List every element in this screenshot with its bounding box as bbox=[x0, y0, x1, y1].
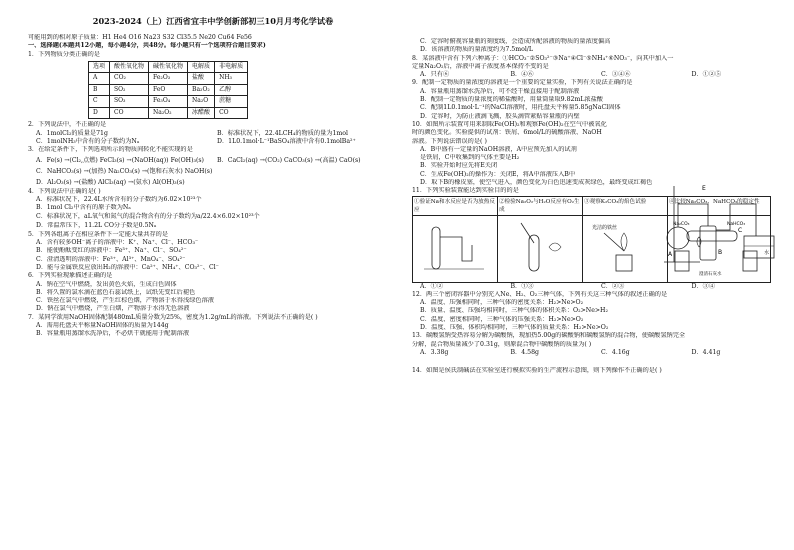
option-d: D．常温常压下，11.2L CO分子数是0.5Nₐ bbox=[36, 222, 157, 230]
exp2-figure bbox=[498, 216, 583, 282]
tube-with-splint-diagram bbox=[499, 217, 579, 277]
bottle-b-label: B bbox=[718, 249, 723, 256]
option-d: D．钠在氯气中燃烧，产生白烟，产物溶于水得无色溶液 bbox=[36, 305, 190, 313]
table-row bbox=[89, 84, 248, 96]
q8-stem: 8．某溶液中含有下列六种离子：①HCO₃⁻②SO₃²⁻③Na⁺④Cl⁻⑤NH₄⁺⑥NO₃⁻，向其中加入一 bbox=[412, 54, 674, 62]
q10-stem-cont: 时的颜色变化。实验提供的试剂：铁屑、6mol/L的硫酸溶液、NaOH bbox=[412, 129, 602, 137]
option-c: C．生成Fe(OH)₂的操作为：关闭E，将A中溶液压入B中 bbox=[420, 170, 576, 178]
limewater-label: 澄清石灰水 bbox=[699, 272, 722, 278]
option-c: C．定容时俯视容量瓶的刻度线，会造成所配溶液的物质的量浓度偏高 bbox=[420, 38, 611, 45]
exp4-caption: ④比较Na₂CO₃、NaHCO₃的稳定性 bbox=[668, 196, 771, 216]
water-label: 水 bbox=[764, 250, 770, 256]
q6-stem: 6．下列实验现象描述正确的是 bbox=[28, 272, 113, 280]
option-a: A．B中盛有一定量的NaOH溶液，A中应预先加入的试剂 bbox=[420, 145, 577, 153]
flask-a-label: A bbox=[668, 251, 673, 258]
clamp-e-label: E bbox=[702, 185, 706, 192]
exp3-figure bbox=[583, 216, 668, 282]
q14-stem: 14．如图是侯氏制碱法在实验室进行模拟实验的生产流程示意图，则下列操作不正确的是( ) bbox=[412, 367, 662, 375]
q7-stem: 7．某同学欲用NaOH固体配制480mL质量分数为25%，密度为1.2g/mL的溶液。下列说法不正确的是( ) bbox=[28, 313, 318, 321]
option-a: A．①② bbox=[420, 282, 444, 290]
q1-stem: 1．下列物质分类正确的是 bbox=[28, 50, 100, 58]
option-b: B．能使酚酞变红的溶液中：Fe³⁺、Na⁺、Cl⁻、SO₄²⁻ bbox=[36, 247, 187, 255]
section-heading: 一、选择题(本题共12小题，每小题4分，共48分。每小题只有一个选项符合题目要求) bbox=[28, 42, 266, 50]
q13-options bbox=[412, 349, 782, 357]
q2-stem: 2．下列说法中，不正确的是 bbox=[28, 121, 107, 129]
table-cell: Fe₃O₄ bbox=[149, 96, 188, 108]
option-a: A．需用托盘天平称量NaOH固体的质量为144g bbox=[36, 322, 169, 330]
table-cell: SO₂ bbox=[110, 84, 149, 96]
table-header: 选项 bbox=[89, 61, 110, 73]
option-c: C．配制1L0.1mol·L⁻¹的NaCl溶液时，用托盘天平称量5.85gNaCl固体 bbox=[420, 104, 621, 112]
option-a: A．只有⑥ bbox=[420, 71, 450, 79]
table-header: 电解质 bbox=[188, 61, 215, 73]
option-d: D．4.41g bbox=[691, 348, 721, 356]
table-cell: 盐酸 bbox=[188, 73, 215, 85]
option-c: C．1molNH₃中含有的分子数约为Nₐ bbox=[36, 137, 140, 145]
option-a-cont: 是铁屑，C中收集到的气体主要是H₂ bbox=[420, 154, 520, 162]
option-b: B．4.58g bbox=[510, 348, 539, 356]
option-c: C．NaHCO₃(s) →(加热) Na₂CO₃(s) →(饱和石灰水) NaOH(s) bbox=[36, 167, 213, 175]
table-header: 酸性氧化物 bbox=[110, 61, 149, 73]
atomic-masses: 可能用到的相对原子质量：H1 He4 O16 Na23 S32 Cl35.5 Ne20 Cu64 Fe56 bbox=[28, 34, 252, 41]
q10-stem: 10．如图所示装置可用来制取Fe(OH)₂和观察Fe(OH)₂在空气中被氧化 bbox=[412, 120, 607, 128]
option-b: B．实验开始时应先将E关闭 bbox=[420, 162, 498, 170]
option-c: C．澄清透明的溶液中：Fe³⁺、Al³⁺、MnO₄⁻、SO₄²⁻ bbox=[36, 255, 186, 263]
q3-options-ab bbox=[28, 155, 398, 166]
exp1-figure bbox=[413, 216, 498, 282]
table-cell: 冰醋酸 bbox=[188, 107, 215, 119]
nahco3-label: NaHCO₃ bbox=[727, 222, 745, 228]
option-d: D．Al₂O₃(s) →(盐酸) AlCl₃(aq) →(氨水) Al(OH)₃(s) bbox=[36, 178, 185, 186]
option-b: B．将久置的氯水滴在蓝色石蕊试纸上，试纸先变红后褪色 bbox=[36, 288, 196, 296]
q3-stem: 3．在给定条件下，下列选项所示的物质间转化不能实现的是 bbox=[28, 146, 193, 154]
table-cell: 蔗糖 bbox=[215, 96, 248, 108]
option-a: A．温度、压强相同时，三种气体的密度关系：H₂>Ne>O₂ bbox=[420, 299, 584, 307]
option-d: D．取下B的橡皮塞，使空气进入，颜色变化为白色迅速变成灰绿色，最终变成红褐色 bbox=[420, 179, 653, 187]
option-d: D．1L0.1mol·L⁻¹BaSO₄溶液中含有0.1molBa²⁺ bbox=[217, 137, 356, 145]
table-header: 碱性氧化物 bbox=[149, 61, 188, 73]
option-c: C．②③ bbox=[601, 282, 625, 290]
option-b: B．标准状况下，22.4LCH₄的物质的量为1mol bbox=[217, 129, 348, 137]
test-tube-diagram bbox=[414, 217, 494, 277]
q5-stem: 5．下列各组离子在相应条件下一定能大量共存的是 bbox=[28, 230, 169, 238]
table-cell: FeO bbox=[149, 84, 188, 96]
table-row bbox=[89, 73, 248, 85]
q4-stem: 4．下列说法中正确的是( ) bbox=[28, 187, 101, 195]
option-a: A．容量瓶用蒸馏水洗净后，可不经干燥直接用于配制溶液 bbox=[420, 87, 580, 95]
option-b: B．1mol Cl₂中含有的原子数为Nₐ bbox=[36, 204, 131, 212]
table-header-row bbox=[89, 61, 248, 73]
table-row bbox=[89, 107, 248, 119]
option-a: A．标准状况下，22.4L水所含有的分子数约为6.02×10²³个 bbox=[36, 195, 202, 203]
option-b: B．质量、温度、压强均相同时，三种气体的体积关系：O₂>Ne>H₂ bbox=[420, 307, 608, 315]
option-b: B．①③ bbox=[510, 282, 534, 290]
q1-table bbox=[88, 61, 248, 120]
q13-stem: 13．碳酸氢钠受热容易分解为碳酸钠，现加热5.00g的碳酸钠和碳酸氢钠的混合物，使碳酸氢钠完全 bbox=[412, 332, 686, 340]
iron-wire-label: 光洁的铁丝 bbox=[592, 225, 618, 232]
flame-test-diagram bbox=[584, 217, 664, 277]
table-cell: D bbox=[89, 107, 110, 119]
option-d: D．温度、压强、体积均相同时，三种气体的质量关系：H₂>Ne>O₂ bbox=[420, 324, 609, 332]
option-c: C．4.16g bbox=[601, 348, 630, 356]
table-cell: C bbox=[89, 96, 110, 108]
table-header: 非电解质 bbox=[215, 61, 248, 73]
q9-stem: 9．配制一定物质的量浓度的溶液是一个重要的定量实验，下列有关说法正确的是 bbox=[412, 79, 633, 87]
option-d: D．③④ bbox=[691, 282, 716, 290]
option-c: C．温度、密度相同时，三种气体的压强关系：H₂>Ne>O₂ bbox=[420, 315, 584, 323]
option-d: D．①②⑤ bbox=[691, 71, 722, 79]
option-a: A．3.38g bbox=[420, 348, 449, 356]
option-d: D．能与金属铁反应放出H₂的溶液中：Ca²⁺、NH₄⁺、CO₃²⁻、Cl⁻ bbox=[36, 263, 219, 271]
option-a: A．1molCl₂的质量是71g bbox=[36, 129, 108, 137]
option-a: A．Fe(s) →(Cl₂,点燃) FeCl₃(s) →(NaOH(aq)) Fe(OH)₃(s) bbox=[36, 156, 204, 164]
option-b: B．CaCl₂(aq) →(CO₂) CaCO₃(s) →(高温) CaO(s) bbox=[217, 156, 361, 164]
exp3-caption: ③观察K₂CO₃的焰色试验 bbox=[583, 196, 668, 216]
q13-stem-cont: 分解，混合物质量减少了0.31g，则原混合物中碳酸钠的质量为( ) bbox=[412, 340, 592, 348]
exp2-caption: ②检验Na₂O₂与H₂O反应有O₂生成 bbox=[498, 196, 583, 216]
table-cell: CO bbox=[110, 107, 149, 119]
table-cell: B bbox=[89, 84, 110, 96]
q10-stem-cont: 溶液。下列说法错误的是( ) bbox=[412, 137, 487, 145]
option-a: A．钠在空气中燃烧，发出黄色火焰，生成白色固体 bbox=[36, 280, 177, 288]
option-b: B．④⑥ bbox=[510, 71, 534, 79]
option-b: B．容量瓶用蒸馏水洗净后，不必烘干就能用于配制溶液 bbox=[36, 330, 190, 338]
option-d: D．该溶液的物质的量浓度约为7.5mol/L bbox=[420, 46, 534, 54]
table-cell: Na₂O₂ bbox=[149, 107, 188, 119]
table-cell: CO bbox=[215, 107, 248, 119]
q12-stem: 12．两三个密闭容器中分别充入Ne、H₂、O₂三种气体，下列有关这三种气体的叙述正确的是 bbox=[412, 290, 668, 298]
table-cell: Na₂O bbox=[188, 96, 215, 108]
na2co3-label: Na₂CO₃ bbox=[673, 222, 690, 228]
collector-c-label: C bbox=[738, 227, 743, 234]
q2-options-cd bbox=[28, 138, 398, 146]
option-b: B．配制一定物质的量浓度的稀盐酸时，用量筒量取9.82mL浓盐酸 bbox=[420, 96, 603, 104]
page-title: 2023-2024（上）江西省宜丰中学创新部初三10月月考化学试卷 bbox=[92, 16, 334, 26]
q11-options bbox=[412, 283, 782, 291]
q8-options bbox=[412, 71, 782, 79]
q2-options-ab bbox=[28, 130, 398, 138]
q8-stem-cont: 定量Na₂O₂后，溶液中离子浓度基本保持不变的是 bbox=[412, 62, 549, 70]
exp1-caption: ①验证Na和水反应是否为放热反应 bbox=[413, 196, 498, 216]
option-d: D．定容时，为防止液滴飞溅，胶头滴管紧贴容量瓶的内壁 bbox=[420, 112, 580, 120]
left-column bbox=[28, 34, 398, 339]
option-a: A．含有较多OH⁻离子的溶液中：K⁺、Na⁺、Cl⁻、HCO₃⁻ bbox=[36, 239, 199, 247]
table-cell: CO₂ bbox=[110, 73, 149, 85]
q10-apparatus-diagram bbox=[660, 182, 778, 268]
option-c: C．标准状况下，aL氧气和氮气的混合物含有的分子数约为a/22.4×6.02×10²³个 bbox=[36, 213, 260, 221]
option-c: C．③④⑥ bbox=[601, 71, 631, 79]
table-cell: SO₃ bbox=[110, 96, 149, 108]
table-cell: 乙醇 bbox=[215, 84, 248, 96]
q10-block bbox=[412, 121, 657, 179]
table-cell: Ba₂O₂ bbox=[188, 84, 215, 96]
table-cell: Fe₂O₃ bbox=[149, 73, 188, 85]
table-cell: A bbox=[89, 73, 110, 85]
table-cell: NH₃ bbox=[215, 73, 248, 85]
table-row bbox=[89, 96, 248, 108]
option-c: C．铁丝在氯气中燃烧，产生红棕色烟，产物溶于水得浅绿色溶液 bbox=[36, 297, 214, 305]
q11-stem: 11．下列实验装置能达到实验目的的是 bbox=[412, 187, 519, 195]
